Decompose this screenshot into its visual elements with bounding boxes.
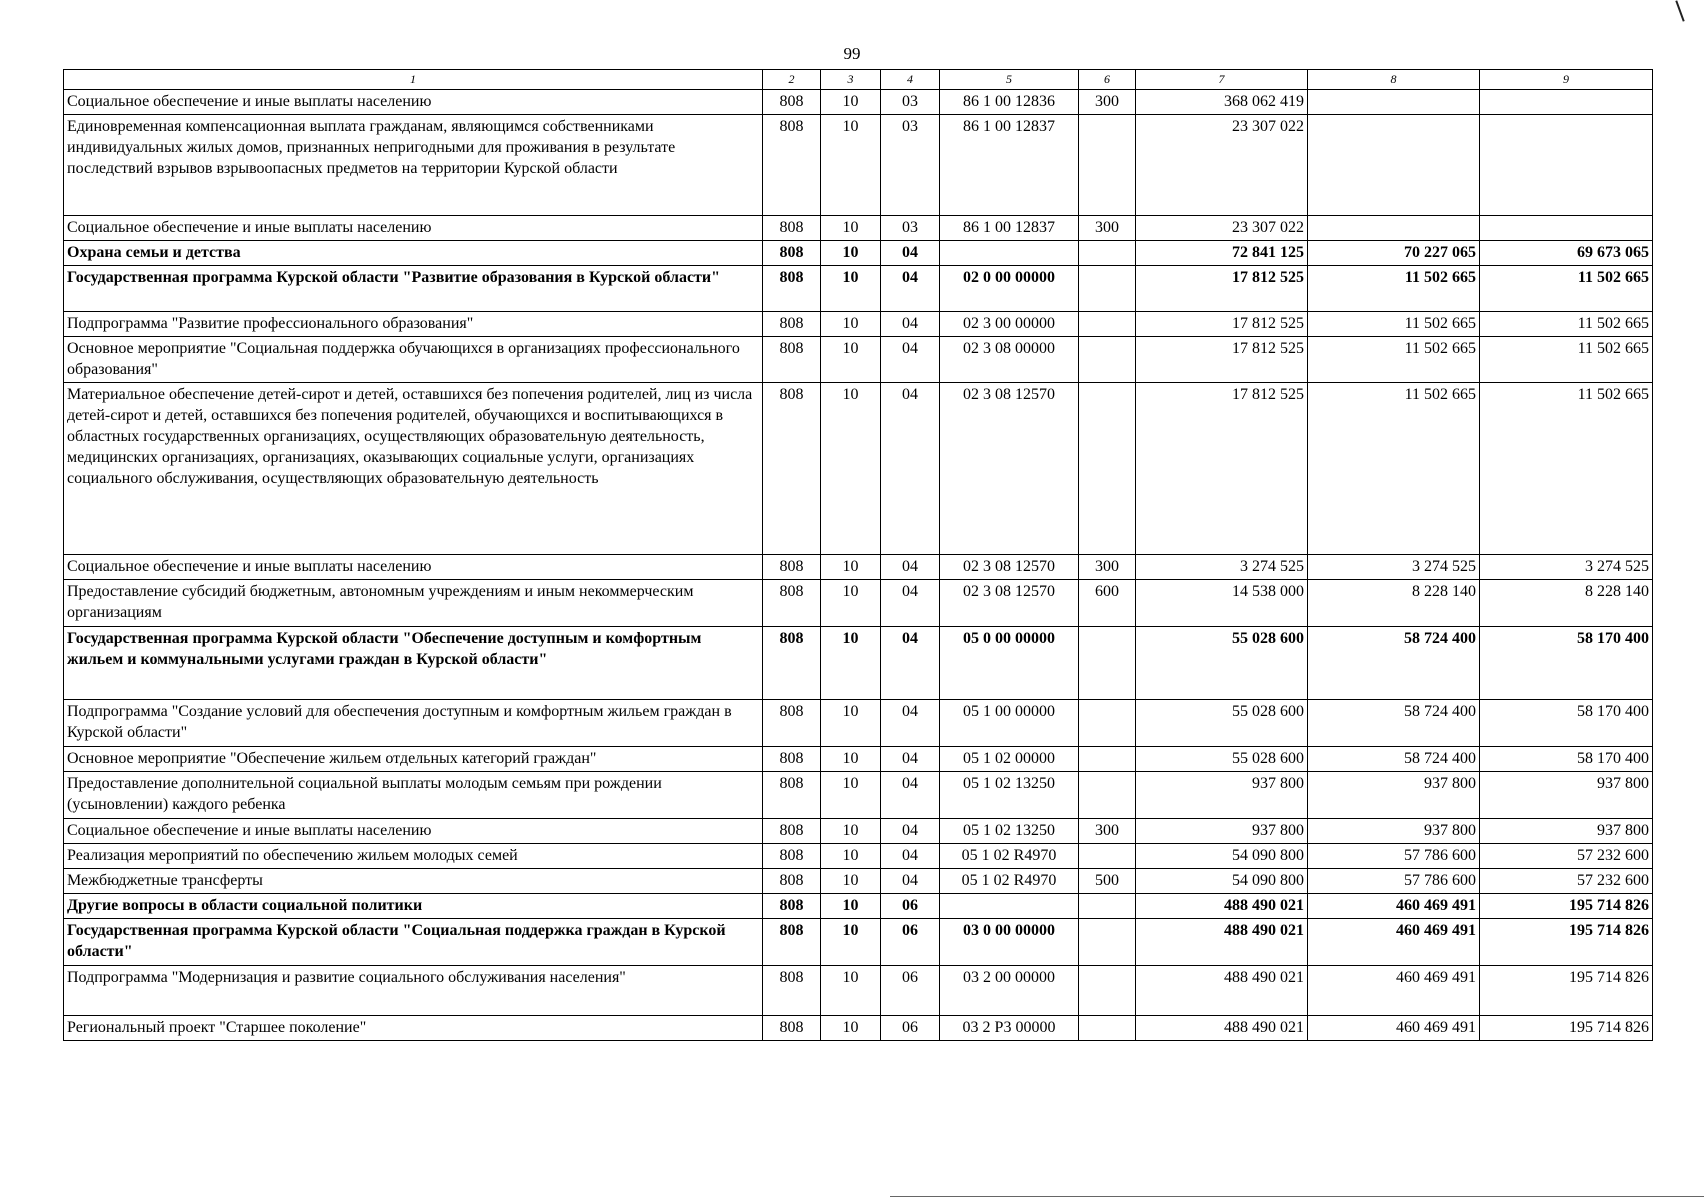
expense-type-code	[1079, 383, 1136, 555]
ministry-code: 808	[763, 1016, 821, 1041]
amount-year-2: 11 502 665	[1308, 337, 1480, 383]
table-row	[64, 869, 1653, 894]
target-article-code: 03 2 00 00000	[940, 966, 1079, 1016]
section-code: 10	[821, 216, 881, 241]
table-row	[64, 241, 1653, 266]
row-name: Государственная программа Курской области "Обеспечение доступным и комфортным жильем и коммунальными услугами граждан в Курской области"	[64, 627, 763, 700]
subsection-code: 04	[881, 241, 940, 266]
target-article-code: 02 3 08 12570	[940, 580, 1079, 627]
subsection-code: 03	[881, 216, 940, 241]
expense-type-code	[1079, 266, 1136, 312]
subsection-code: 04	[881, 580, 940, 627]
table-row	[64, 772, 1653, 819]
column-number: 9	[1480, 70, 1653, 90]
row-name: Социальное обеспечение и иные выплаты населению	[64, 90, 763, 115]
column-number: 2	[763, 70, 821, 90]
subsection-code: 04	[881, 266, 940, 312]
target-article-code: 05 1 02 R4970	[940, 844, 1079, 869]
amount-year-3: 937 800	[1480, 772, 1653, 819]
amount-year-2: 3 274 525	[1308, 555, 1480, 580]
column-number: 4	[881, 70, 940, 90]
amount-year-3: 11 502 665	[1480, 337, 1653, 383]
expense-type-code	[1079, 1016, 1136, 1041]
ministry-code: 808	[763, 919, 821, 966]
table-row	[64, 966, 1653, 1016]
target-article-code	[940, 241, 1079, 266]
subsection-code: 04	[881, 383, 940, 555]
amount-year-2	[1308, 90, 1480, 115]
expense-type-code: 500	[1079, 869, 1136, 894]
column-number: 3	[821, 70, 881, 90]
row-name: Государственная программа Курской области "Развитие образования в Курской области"	[64, 266, 763, 312]
table-row	[64, 555, 1653, 580]
column-number-row	[64, 70, 1653, 90]
ministry-code: 808	[763, 580, 821, 627]
expense-type-code: 300	[1079, 555, 1136, 580]
subsection-code: 04	[881, 555, 940, 580]
table-row	[64, 844, 1653, 869]
target-article-code: 02 3 08 00000	[940, 337, 1079, 383]
scan-artifact-bottom-line	[890, 1196, 1704, 1197]
ministry-code: 808	[763, 383, 821, 555]
row-name: Подпрограмма "Модернизация и развитие социального обслуживания населения"	[64, 966, 763, 1016]
amount-year-2: 460 469 491	[1308, 894, 1480, 919]
expense-type-code	[1079, 312, 1136, 337]
target-article-code: 02 3 08 12570	[940, 555, 1079, 580]
section-code: 10	[821, 312, 881, 337]
section-code: 10	[821, 966, 881, 1016]
ministry-code: 808	[763, 312, 821, 337]
budget-table	[63, 69, 1653, 1041]
subsection-code: 04	[881, 747, 940, 772]
section-code: 10	[821, 241, 881, 266]
target-article-code	[940, 894, 1079, 919]
column-number: 8	[1308, 70, 1480, 90]
amount-year-1: 55 028 600	[1136, 700, 1308, 747]
ministry-code: 808	[763, 627, 821, 700]
row-name: Основное мероприятие "Обеспечение жильем отдельных категорий граждан"	[64, 747, 763, 772]
amount-year-1: 17 812 525	[1136, 337, 1308, 383]
amount-year-2: 937 800	[1308, 819, 1480, 844]
subsection-code: 06	[881, 919, 940, 966]
amount-year-2: 70 227 065	[1308, 241, 1480, 266]
row-name: Охрана семьи и детства	[64, 241, 763, 266]
amount-year-1: 54 090 800	[1136, 844, 1308, 869]
section-code: 10	[821, 337, 881, 383]
subsection-code: 04	[881, 627, 940, 700]
amount-year-3: 195 714 826	[1480, 894, 1653, 919]
expense-type-code	[1079, 772, 1136, 819]
ministry-code: 808	[763, 894, 821, 919]
amount-year-2: 58 724 400	[1308, 700, 1480, 747]
table-row	[64, 337, 1653, 383]
expense-type-code	[1079, 700, 1136, 747]
ministry-code: 808	[763, 266, 821, 312]
ministry-code: 808	[763, 869, 821, 894]
table-row	[64, 383, 1653, 555]
amount-year-3	[1480, 90, 1653, 115]
subsection-code: 06	[881, 966, 940, 1016]
amount-year-3: 58 170 400	[1480, 747, 1653, 772]
amount-year-1: 14 538 000	[1136, 580, 1308, 627]
ministry-code: 808	[763, 700, 821, 747]
amount-year-1: 368 062 419	[1136, 90, 1308, 115]
target-article-code: 02 3 08 12570	[940, 383, 1079, 555]
expense-type-code: 300	[1079, 819, 1136, 844]
row-name: Социальное обеспечение и иные выплаты населению	[64, 555, 763, 580]
scan-artifact-top-right	[1675, 0, 1684, 21]
target-article-code: 03 2 P3 00000	[940, 1016, 1079, 1041]
amount-year-3: 58 170 400	[1480, 700, 1653, 747]
subsection-code: 04	[881, 700, 940, 747]
amount-year-1: 17 812 525	[1136, 266, 1308, 312]
expense-type-code	[1079, 337, 1136, 383]
subsection-code: 06	[881, 1016, 940, 1041]
target-article-code: 03 0 00 00000	[940, 919, 1079, 966]
expense-type-code	[1079, 241, 1136, 266]
amount-year-2: 57 786 600	[1308, 869, 1480, 894]
row-name: Подпрограмма "Развитие профессионального образования"	[64, 312, 763, 337]
section-code: 10	[821, 700, 881, 747]
row-name: Предоставление субсидий бюджетным, автономным учреждениям и иным некоммерческим организациям	[64, 580, 763, 627]
table-row	[64, 894, 1653, 919]
amount-year-2	[1308, 115, 1480, 216]
ministry-code: 808	[763, 555, 821, 580]
row-name: Единовременная компенсационная выплата гражданам, являющимся собственниками индивидуальных жилых домов, признанных непригодными для проживания в результате последствий взрывов взрывоопасных предметов на территории Курской области	[64, 115, 763, 216]
amount-year-1: 488 490 021	[1136, 894, 1308, 919]
amount-year-2: 460 469 491	[1308, 1016, 1480, 1041]
amount-year-3: 195 714 826	[1480, 966, 1653, 1016]
section-code: 10	[821, 1016, 881, 1041]
amount-year-2: 11 502 665	[1308, 312, 1480, 337]
section-code: 10	[821, 555, 881, 580]
expense-type-code	[1079, 627, 1136, 700]
amount-year-2: 8 228 140	[1308, 580, 1480, 627]
section-code: 10	[821, 383, 881, 555]
amount-year-2: 11 502 665	[1308, 383, 1480, 555]
subsection-code: 06	[881, 894, 940, 919]
section-code: 10	[821, 819, 881, 844]
target-article-code: 05 1 02 R4970	[940, 869, 1079, 894]
row-name: Основное мероприятие "Социальная поддержка обучающихся в организациях профессионального образования"	[64, 337, 763, 383]
table-row	[64, 819, 1653, 844]
amount-year-3: 57 232 600	[1480, 869, 1653, 894]
target-article-code: 05 1 00 00000	[940, 700, 1079, 747]
amount-year-2: 58 724 400	[1308, 747, 1480, 772]
amount-year-3: 58 170 400	[1480, 627, 1653, 700]
section-code: 10	[821, 115, 881, 216]
expense-type-code	[1079, 919, 1136, 966]
expense-type-code: 600	[1079, 580, 1136, 627]
amount-year-1: 54 090 800	[1136, 869, 1308, 894]
amount-year-1: 937 800	[1136, 819, 1308, 844]
expense-type-code	[1079, 747, 1136, 772]
amount-year-3: 11 502 665	[1480, 312, 1653, 337]
subsection-code: 04	[881, 819, 940, 844]
target-article-code: 02 3 00 00000	[940, 312, 1079, 337]
ministry-code: 808	[763, 337, 821, 383]
subsection-code: 03	[881, 90, 940, 115]
table-row	[64, 1016, 1653, 1041]
amount-year-3: 3 274 525	[1480, 555, 1653, 580]
section-code: 10	[821, 266, 881, 312]
amount-year-1: 23 307 022	[1136, 115, 1308, 216]
subsection-code: 04	[881, 337, 940, 383]
table-row	[64, 627, 1653, 700]
table-row	[64, 266, 1653, 312]
amount-year-2: 11 502 665	[1308, 266, 1480, 312]
expense-type-code	[1079, 844, 1136, 869]
subsection-code: 03	[881, 115, 940, 216]
amount-year-3: 195 714 826	[1480, 1016, 1653, 1041]
row-name: Социальное обеспечение и иные выплаты населению	[64, 216, 763, 241]
section-code: 10	[821, 747, 881, 772]
amount-year-1: 72 841 125	[1136, 241, 1308, 266]
amount-year-3: 69 673 065	[1480, 241, 1653, 266]
table-row	[64, 700, 1653, 747]
ministry-code: 808	[763, 115, 821, 216]
subsection-code: 04	[881, 312, 940, 337]
amount-year-3: 8 228 140	[1480, 580, 1653, 627]
amount-year-1: 17 812 525	[1136, 383, 1308, 555]
section-code: 10	[821, 919, 881, 966]
section-code: 10	[821, 627, 881, 700]
amount-year-1: 937 800	[1136, 772, 1308, 819]
table-row	[64, 216, 1653, 241]
amount-year-2: 460 469 491	[1308, 919, 1480, 966]
expense-type-code: 300	[1079, 216, 1136, 241]
table-row	[64, 90, 1653, 115]
expense-type-code	[1079, 894, 1136, 919]
table-row	[64, 580, 1653, 627]
amount-year-2: 58 724 400	[1308, 627, 1480, 700]
section-code: 10	[821, 894, 881, 919]
amount-year-2: 460 469 491	[1308, 966, 1480, 1016]
section-code: 10	[821, 772, 881, 819]
amount-year-3: 195 714 826	[1480, 919, 1653, 966]
column-number: 7	[1136, 70, 1308, 90]
ministry-code: 808	[763, 747, 821, 772]
expense-type-code: 300	[1079, 90, 1136, 115]
amount-year-1: 3 274 525	[1136, 555, 1308, 580]
section-code: 10	[821, 844, 881, 869]
table-row	[64, 115, 1653, 216]
target-article-code: 02 0 00 00000	[940, 266, 1079, 312]
row-name: Другие вопросы в области социальной политики	[64, 894, 763, 919]
table-row	[64, 747, 1653, 772]
row-name: Социальное обеспечение и иные выплаты населению	[64, 819, 763, 844]
target-article-code: 05 1 02 13250	[940, 772, 1079, 819]
column-number: 6	[1079, 70, 1136, 90]
column-number: 5	[940, 70, 1079, 90]
amount-year-3: 11 502 665	[1480, 266, 1653, 312]
amount-year-3: 57 232 600	[1480, 844, 1653, 869]
amount-year-3: 937 800	[1480, 819, 1653, 844]
ministry-code: 808	[763, 772, 821, 819]
target-article-code: 05 1 02 13250	[940, 819, 1079, 844]
row-name: Предоставление дополнительной социальной выплаты молодым семьям при рождении (усыновлении) каждого ребенка	[64, 772, 763, 819]
table-row	[64, 312, 1653, 337]
target-article-code: 05 1 02 00000	[940, 747, 1079, 772]
amount-year-1: 55 028 600	[1136, 627, 1308, 700]
page-number: 99	[843, 44, 861, 63]
section-code: 10	[821, 580, 881, 627]
ministry-code: 808	[763, 819, 821, 844]
amount-year-1: 488 490 021	[1136, 919, 1308, 966]
ministry-code: 808	[763, 90, 821, 115]
row-name: Государственная программа Курской области "Социальная поддержка граждан в Курской области"	[64, 919, 763, 966]
amount-year-2	[1308, 216, 1480, 241]
target-article-code: 86 1 00 12836	[940, 90, 1079, 115]
expense-type-code	[1079, 115, 1136, 216]
target-article-code: 86 1 00 12837	[940, 115, 1079, 216]
amount-year-1: 488 490 021	[1136, 966, 1308, 1016]
amount-year-1: 17 812 525	[1136, 312, 1308, 337]
ministry-code: 808	[763, 216, 821, 241]
amount-year-2: 57 786 600	[1308, 844, 1480, 869]
amount-year-1: 488 490 021	[1136, 1016, 1308, 1041]
amount-year-2: 937 800	[1308, 772, 1480, 819]
row-name: Реализация мероприятий по обеспечению жильем молодых семей	[64, 844, 763, 869]
amount-year-1: 23 307 022	[1136, 216, 1308, 241]
table-row	[64, 919, 1653, 966]
amount-year-3	[1480, 216, 1653, 241]
row-name: Региональный проект "Старшее поколение"	[64, 1016, 763, 1041]
target-article-code: 05 0 00 00000	[940, 627, 1079, 700]
amount-year-3: 11 502 665	[1480, 383, 1653, 555]
expense-type-code	[1079, 966, 1136, 1016]
ministry-code: 808	[763, 241, 821, 266]
subsection-code: 04	[881, 869, 940, 894]
subsection-code: 04	[881, 772, 940, 819]
row-name: Межбюджетные трансферты	[64, 869, 763, 894]
target-article-code: 86 1 00 12837	[940, 216, 1079, 241]
column-number: 1	[64, 70, 763, 90]
subsection-code: 04	[881, 844, 940, 869]
amount-year-1: 55 028 600	[1136, 747, 1308, 772]
row-name: Материальное обеспечение детей-сирот и детей, оставшихся без попечения родителей, лиц из числа детей-сирот и детей, оставшихся без попечения родителей, обучающихся и воспитывающихся в областных государственных организациях, осуществляющих образовательную деятельность, медицинских организациях, организациях, оказывающих социальные услуги, организациях социального обслуживания, осуществляющих образовательную деятельность	[64, 383, 763, 555]
ministry-code: 808	[763, 844, 821, 869]
section-code: 10	[821, 869, 881, 894]
amount-year-3	[1480, 115, 1653, 216]
section-code: 10	[821, 90, 881, 115]
ministry-code: 808	[763, 966, 821, 1016]
row-name: Подпрограмма "Создание условий для обеспечения доступным и комфортным жильем граждан в Курской области"	[64, 700, 763, 747]
